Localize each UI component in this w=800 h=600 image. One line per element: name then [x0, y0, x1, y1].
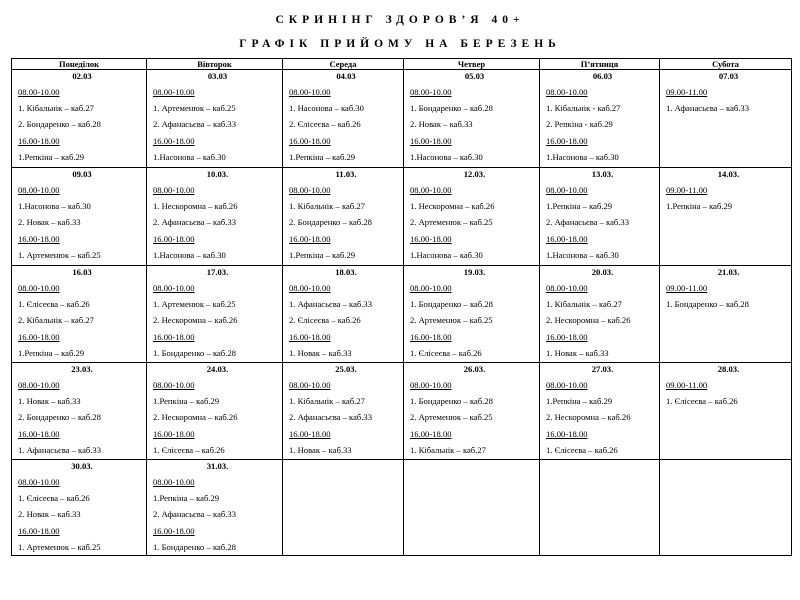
day-cell [147, 266, 283, 363]
time-slot: 16.00-18.00 [289, 428, 331, 439]
day-cell [404, 363, 540, 460]
cell-date: 24.03. [206, 364, 229, 374]
time-slot: 16.00-18.00 [289, 135, 331, 146]
doctor-entry: 1. Бондаренко – каб.28 [410, 396, 493, 407]
day-cell [660, 460, 792, 556]
doctor-entry: 2. Новак – каб.33 [18, 509, 81, 520]
cell-date: 17.03. [206, 267, 229, 277]
time-slot: 09.00-11.00 [666, 380, 708, 390]
day-cell-content [283, 363, 403, 458]
doctor-entry: 1.Насонова – каб.30 [153, 249, 226, 260]
day-cell [147, 168, 283, 266]
day-cell [283, 460, 404, 556]
day-cell-content [404, 363, 539, 458]
doctor-entry: 2. Афанасьєва – каб.33 [153, 217, 237, 228]
doctor-entry: 1. Артеменюк – каб.25 [18, 541, 101, 552]
doctor-entry: 2. Артеменюк – каб.25 [410, 217, 493, 228]
doctor-entry: 1. Кібальнік – каб.27 [410, 444, 486, 455]
day-cell [540, 460, 660, 556]
time-slot: 16.00-18.00 [410, 233, 452, 244]
day-cell [404, 266, 540, 363]
day-cell-content [147, 363, 282, 458]
schedule-table [11, 58, 792, 556]
doctor-entry: 1. Новак – каб.33 [18, 396, 81, 407]
time-slot: 16.00-18.00 [153, 331, 195, 342]
doctor-entry: 1. Єлісеєва – каб.26 [18, 493, 90, 504]
day-cell [660, 363, 792, 460]
day-cell-content [540, 168, 659, 263]
doctor-entry: 1. Афанасьєва – каб.33 [289, 299, 373, 310]
doctor-entry: 1.Насонова – каб.30 [18, 201, 91, 212]
time-slot: 09.00-11.00 [666, 87, 708, 97]
day-cell-content [147, 168, 282, 263]
week-row [12, 460, 792, 556]
doctor-entry: 2. Бондаренко – каб.28 [18, 412, 101, 423]
doctor-entry: 2. Афанасьєва – каб.33 [153, 509, 237, 520]
doctor-entry: 2. Афанасьєва – каб.33 [153, 119, 237, 130]
cell-date: 16.03 [72, 267, 92, 277]
day-cell-content [12, 363, 146, 458]
cell-date: 25.03. [335, 364, 357, 374]
cell-date: 23.03. [71, 364, 93, 374]
time-slot: 08.00-10.00 [546, 185, 588, 195]
week-row [12, 70, 792, 168]
doctor-entry: 1. Артеменюк – каб.25 [18, 249, 101, 260]
time-slot: 08.00-10.00 [546, 283, 588, 293]
time-slot: 08.00-10.00 [153, 185, 195, 195]
day-cell-content [404, 266, 539, 361]
time-slot: 16.00-18.00 [153, 428, 195, 439]
doctor-entry: 1. Новак – каб.33 [546, 347, 609, 358]
doctor-entry: 1.Репкіна – каб.29 [18, 151, 85, 162]
day-cell [540, 168, 660, 266]
cell-date: 10.03. [206, 169, 229, 179]
time-slot: 08.00-10.00 [410, 380, 452, 390]
time-slot: 16.00-18.00 [153, 233, 195, 244]
doctor-entry: 1. Бондаренко – каб.28 [153, 541, 236, 552]
doctor-entry: 1. Бондаренко – каб.28 [666, 299, 749, 310]
time-slot: 09.00-11.00 [666, 185, 708, 195]
time-slot: 08.00-10.00 [18, 380, 60, 390]
doctor-entry: 1. Бондаренко – каб.28 [153, 347, 236, 358]
day-cell-content [660, 70, 791, 116]
cell-date: 14.03. [717, 169, 740, 179]
week-row [12, 168, 792, 266]
day-cell [404, 168, 540, 266]
doctor-entry: 2. Афанасьєва – каб.33 [546, 217, 630, 228]
doctor-entry: 2. Нескоромна – каб.26 [546, 315, 631, 326]
doctor-entry: 1. Бондаренко – каб.28 [410, 299, 493, 310]
doctor-entry: 1. Кібальнік – каб.27 [18, 103, 94, 114]
doctor-entry: 2. Новак – каб.33 [410, 119, 473, 130]
doctor-entry: 1.Репкіна – каб.29 [666, 201, 733, 212]
day-header-monday: Понеділок [12, 59, 147, 70]
cell-date: 26.03. [463, 364, 486, 374]
day-cell-content [147, 460, 282, 555]
day-cell-content [540, 70, 659, 165]
day-cell-content [147, 70, 282, 165]
doctor-entry: 1. Артеменюк – каб.25 [153, 299, 236, 310]
doctor-entry: 1.Насонова – каб.30 [546, 151, 619, 162]
day-cell-content [12, 460, 146, 555]
week-row [12, 363, 792, 460]
time-slot: 08.00-10.00 [18, 87, 60, 97]
day-cell [660, 266, 792, 363]
doctor-entry: 1. Єлісеєва – каб.26 [410, 347, 482, 358]
time-slot: 08.00-10.00 [153, 87, 195, 97]
cell-date: 19.03. [463, 267, 486, 277]
day-cell [540, 70, 660, 168]
day-cell-content [540, 363, 659, 458]
time-slot: 08.00-10.00 [289, 283, 331, 293]
doctor-entry: 1.Репкіна – каб.29 [546, 396, 613, 407]
time-slot: 16.00-18.00 [153, 525, 195, 536]
time-slot: 08.00-10.00 [153, 283, 195, 293]
time-slot: 08.00-10.00 [153, 477, 195, 487]
doctor-entry: 1.Насонова – каб.30 [153, 151, 226, 162]
doctor-entry: 1. Бондаренко – каб.28 [410, 103, 493, 114]
doctor-entry: 2. Єлісеєва – каб.26 [289, 119, 361, 130]
cell-date: 28.03. [717, 364, 740, 374]
day-cell-content [660, 266, 791, 312]
doctor-entry: 1. Єлісеєва – каб.26 [666, 396, 738, 407]
cell-date: 04.03 [336, 71, 356, 81]
time-slot: 16.00-18.00 [546, 233, 588, 244]
cell-date: 09.03 [72, 169, 92, 179]
time-slot: 16.00-18.00 [153, 135, 195, 146]
doctor-entry: 2. Афанасьєва – каб.33 [289, 412, 373, 423]
doctor-entry: 1.Насонова – каб.30 [410, 249, 483, 260]
doctor-entry: 1. Єлісеєва – каб.26 [153, 444, 225, 455]
time-slot: 09.00-11.00 [666, 283, 708, 293]
week-row [12, 266, 792, 363]
doctor-entry: 1.Репкіна – каб.29 [546, 201, 613, 212]
cell-date: 13.03. [591, 169, 614, 179]
day-cell [283, 266, 404, 363]
page-title: СКРИНІНГ ЗДОРОВ’Я 40+ [275, 14, 525, 26]
day-cell [660, 168, 792, 266]
doctor-entry: 2. Нескоромна – каб.26 [546, 412, 631, 423]
cell-date: 03.03 [207, 71, 228, 81]
cell-date: 18.03. [335, 267, 357, 277]
time-slot: 08.00-10.00 [546, 87, 588, 97]
day-cell [12, 363, 147, 460]
day-cell [283, 363, 404, 460]
doctor-entry: 1. Нескоромна – каб.26 [153, 201, 238, 212]
cell-date: 12.03. [463, 169, 486, 179]
day-cell [12, 168, 147, 266]
day-cell [660, 70, 792, 168]
page-subtitle: ГРАФІК ПРИЙОМУ НА БЕРЕЗЕНЬ [239, 38, 561, 50]
time-slot: 16.00-18.00 [18, 428, 60, 439]
doctor-entry: 2. Репкіна - каб.29 [546, 119, 613, 130]
day-cell-content [12, 168, 146, 263]
day-cell-content [404, 70, 539, 165]
doctor-entry: 2. Нескоромна – каб.26 [153, 412, 238, 423]
time-slot: 16.00-18.00 [546, 331, 588, 342]
doctor-entry: 1. Новак – каб.33 [289, 347, 352, 358]
doctor-entry: 2. Новак – каб.33 [18, 217, 81, 228]
cell-date: 11.03. [335, 169, 357, 179]
time-slot: 08.00-10.00 [18, 185, 60, 195]
time-slot: 08.00-10.00 [18, 477, 60, 487]
doctor-entry: 2. Артеменюк – каб.25 [410, 315, 493, 326]
doctor-entry: 1.Насонова – каб.30 [410, 151, 483, 162]
time-slot: 16.00-18.00 [410, 135, 452, 146]
day-header-row [12, 59, 792, 70]
day-header-tuesday: Вівторок [147, 59, 283, 70]
doctor-entry: 1. Новак – каб.33 [289, 444, 352, 455]
day-cell [12, 266, 147, 363]
doctor-entry: 1. Кібальнік – каб.27 [289, 396, 365, 407]
cell-date: 31.03. [206, 461, 229, 471]
doctor-entry: 1.Репкіна – каб.29 [153, 493, 220, 504]
doctor-entry: 1. Єлісеєва – каб.26 [546, 444, 618, 455]
cell-date: 27.03. [591, 364, 614, 374]
day-header-wednesday: Середа [283, 59, 404, 70]
cell-date: 20.03. [591, 267, 614, 277]
day-cell [147, 363, 283, 460]
time-slot: 08.00-10.00 [153, 380, 195, 390]
day-cell-content [283, 70, 403, 165]
time-slot: 08.00-10.00 [546, 380, 588, 390]
day-header-thursday: Четвер [404, 59, 540, 70]
time-slot: 16.00-18.00 [410, 331, 452, 342]
doctor-entry: 1. Афанасьєва – каб.33 [18, 444, 102, 455]
day-cell [540, 363, 660, 460]
time-slot: 08.00-10.00 [410, 185, 452, 195]
day-cell-content [147, 266, 282, 361]
day-header-friday: П’ятниця [540, 59, 660, 70]
day-cell [283, 70, 404, 168]
cell-date: 02.03 [72, 71, 92, 81]
day-cell [283, 168, 404, 266]
doctor-entry: 2. Бондаренко – каб.28 [289, 217, 372, 228]
time-slot: 16.00-18.00 [18, 135, 60, 146]
day-cell [404, 460, 540, 556]
doctor-entry: 1.Репкіна – каб.29 [289, 151, 356, 162]
day-cell [147, 460, 283, 556]
time-slot: 08.00-10.00 [289, 380, 331, 390]
doctor-entry: 1. Кібальнік – каб.27 [546, 299, 622, 310]
day-cell [147, 70, 283, 168]
doctor-entry: 2. Нескоромна – каб.26 [153, 315, 238, 326]
doctor-entry: 1.Репкіна – каб.29 [153, 396, 220, 407]
day-cell-content [283, 266, 403, 361]
doctor-entry: 1. Артеменюк – каб.25 [153, 103, 236, 114]
time-slot: 08.00-10.00 [18, 283, 60, 293]
day-cell-content [660, 168, 791, 214]
doctor-entry: 1. Насонова – каб.30 [289, 103, 364, 114]
doctor-entry: 1.Репкіна – каб.29 [18, 347, 85, 358]
cell-date: 06.03 [592, 71, 613, 81]
doctor-entry: 1.Насонова – каб.30 [546, 249, 619, 260]
time-slot: 16.00-18.00 [546, 428, 588, 439]
day-cell [540, 266, 660, 363]
time-slot: 08.00-10.00 [410, 87, 452, 97]
cell-date: 30.03. [71, 461, 93, 471]
time-slot: 08.00-10.00 [410, 283, 452, 293]
day-cell [12, 70, 147, 168]
time-slot: 16.00-18.00 [18, 233, 60, 244]
time-slot: 16.00-18.00 [18, 525, 60, 536]
doctor-entry: 1. Єлісеєва – каб.26 [18, 299, 90, 310]
time-slot: 08.00-10.00 [289, 87, 331, 97]
day-cell [404, 70, 540, 168]
day-cell-content [283, 168, 403, 263]
cell-date: 07.03 [718, 71, 739, 81]
time-slot: 16.00-18.00 [410, 428, 452, 439]
day-cell [12, 460, 147, 556]
doctor-entry: 1. Кібальнік - каб.27 [546, 103, 621, 114]
time-slot: 16.00-18.00 [18, 331, 60, 342]
doctor-entry: 2. Артеменюк – каб.25 [410, 412, 493, 423]
doctor-entry: 1. Нескоромна – каб.26 [410, 201, 495, 212]
doctor-entry: 2. Єлісеєва – каб.26 [289, 315, 361, 326]
time-slot: 16.00-18.00 [289, 233, 331, 244]
time-slot: 08.00-10.00 [289, 185, 331, 195]
day-cell-content [12, 266, 146, 361]
day-cell-content [404, 168, 539, 263]
doctor-entry: 1. Кібальнік – каб.27 [289, 201, 365, 212]
day-cell-content [12, 70, 146, 165]
day-cell-content [660, 363, 791, 409]
cell-date: 21.03. [717, 267, 740, 277]
day-header-saturday: Субота [660, 59, 792, 70]
doctor-entry: 1.Репкіна – каб.29 [289, 249, 356, 260]
time-slot: 16.00-18.00 [289, 331, 331, 342]
doctor-entry: 1. Афанасьєва – каб.33 [666, 103, 750, 114]
doctor-entry: 2. Кібальнік – каб.27 [18, 315, 94, 326]
cell-date: 05.03 [464, 71, 485, 81]
day-cell-content [540, 266, 659, 361]
doctor-entry: 2. Бондаренко – каб.28 [18, 119, 101, 130]
schedule-body [12, 70, 792, 556]
time-slot: 16.00-18.00 [546, 135, 588, 146]
